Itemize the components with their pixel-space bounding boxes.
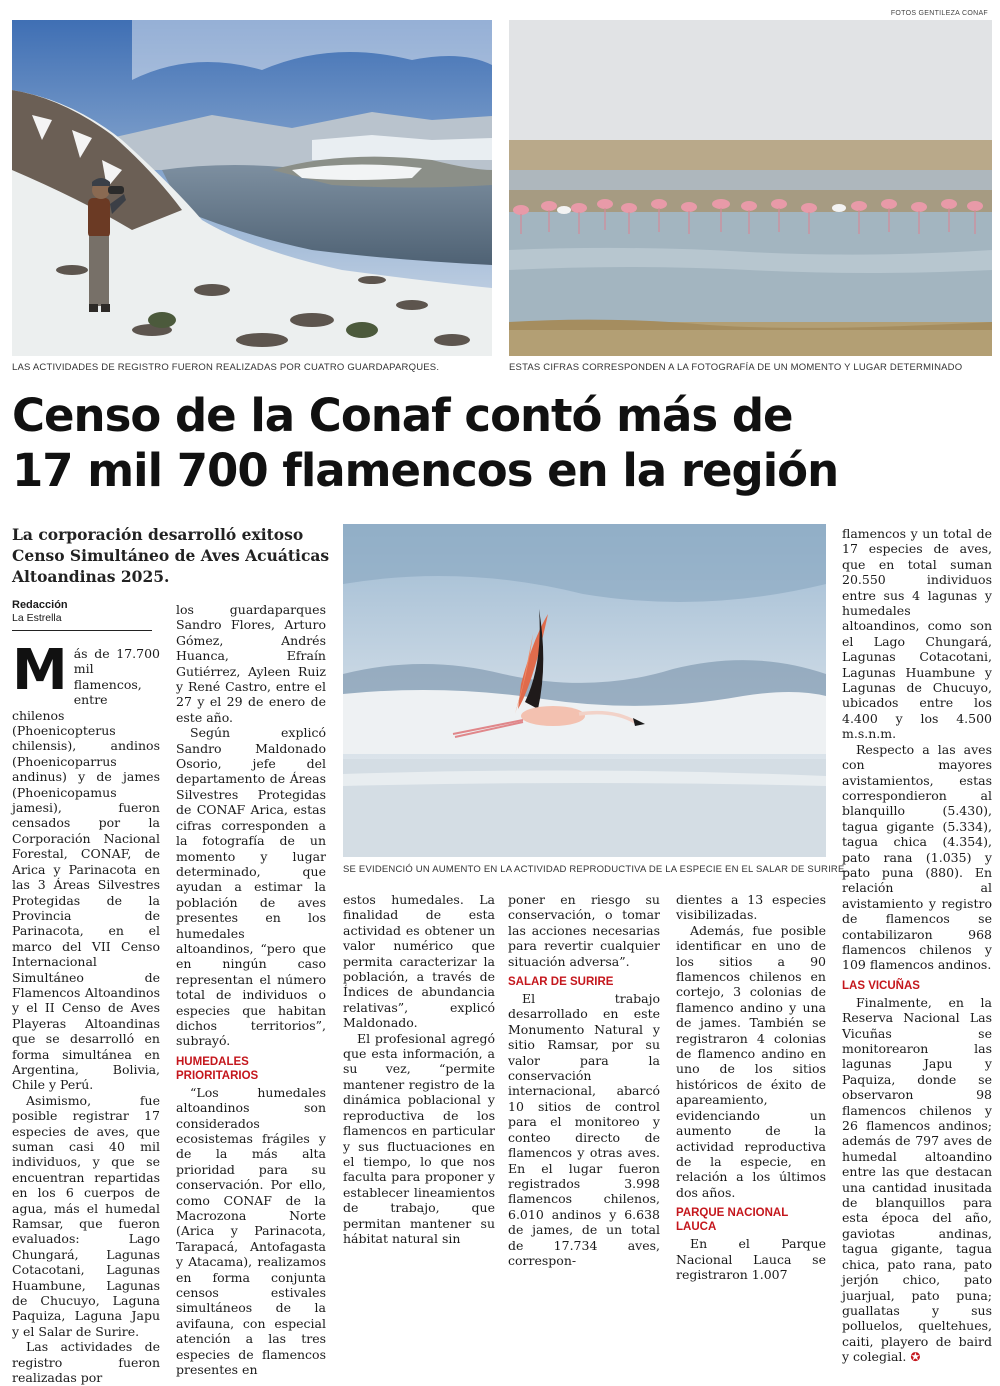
end-of-article-icon: ✪ <box>910 1350 921 1365</box>
article-column-1 <box>12 638 160 1386</box>
deck: La corporación desarrolló exitoso Censo Simultáneo de Aves Acuáticas Altoandinas 2025. <box>12 525 330 586</box>
paragraph: Asimismo, fue posible registrar 17 especies de aves, que suman casi 40 mil individuos, y que se encuentran repartidas en los 6 cuerpos de agua, más el humedal Ramsar, que fueron evaluados: Lago Chungará, Lagunas Cotacotani, Lagunas Huambune, Lagunas de Chucuyo, Laguna Paquiza, Laguna Japu y el Salar de Surire. <box>12 1092 160 1339</box>
photo1-caption: LAS ACTIVIDADES DE REGISTRO FUERON REALIZADAS POR CUATRO GUARDAPARQUES. <box>12 362 440 373</box>
subheading-parque-lauca: PARQUE NACIONAL LAUCA <box>676 1207 789 1234</box>
paragraph: Además, fue posible identificar en uno de los sitios a 90 flamencos chilenos en cortejo, 3 colonias de flamenco andino y una de james. También se registraron 4 colonias de flamenco andino en uno de los sitios históricos de éxito de apareamiento, evidenciando un aumento de la actividad reproductiva de la especie, en relación a los últimos dos años. <box>676 922 826 1200</box>
byline-divider <box>12 630 152 631</box>
article-column-4 <box>508 892 660 1268</box>
photo-credit: FOTOS GENTILEZA CONAF <box>890 10 988 17</box>
drop-cap: M <box>12 638 68 703</box>
paragraph: Según explicó Sandro Maldonado Osorio, jefe del departamento de Áreas Silvestres Protegidas de CONAF Arica, estas cifras corresponden a la fotografía de un momento y lugar determinado, que ayudan a estimar la población de aves presentes en los humedales altoandinos, “pero que en ningún caso representan el número total de individuos o especies que habitan dichos territorios”, subrayó. <box>176 725 326 1049</box>
subheading-las-vicunas: LAS VICUÑAS <box>842 979 920 992</box>
paragraph: El trabajo desarrollado en este Monumento Natural y sitio Ramsar, por su valor para la conservación internacional, abarcó 10 sitios de control para el monitoreo y conteo directo de flamencos y otras aves. En el lugar fueron registrados 3.998 flamencos chilenos, 6.010 andinos y 6.638 de james, de un total de 17.734 aves, correspon- <box>508 991 660 1268</box>
paragraph: poner en riesgo su conservación, o tomar las acciones necesarias para revertir cualquier situación adversa”. <box>508 892 660 969</box>
subheading-salar-surire: SALAR DE SURIRE <box>508 976 614 989</box>
paragraph: dientes a 13 especies visibilizadas. <box>676 892 826 923</box>
paragraph: Las actividades de registro fueron realizadas por <box>12 1339 160 1386</box>
paragraph: estos humedales. La finalidad de esta actividad es obtener un valor numérico que permita caracterizar la población, a través de Índices de abundancia relativas”, explicó Maldonado. <box>343 892 495 1031</box>
paragraph: En el Parque Nacional Lauca se registraron 1.007 <box>676 1236 826 1282</box>
photo-flamingo-flight <box>343 524 826 857</box>
article-column-2 <box>176 602 326 1378</box>
paragraph: Finalmente, en la Reserva Nacional Las Vicuñas se monitorearon las lagunas Japu y Paquiza, donde se observaron 98 flamencos chilenos y 26 flamencos andinos; además de 797 aves de humedal altoandino entre las que destacan una cantidad inusitada de blanquillos para esta época del año, gaviotas andinas, tagua gigante, tagua chica, pato rana, pato jerjón chico, pato juarjual, pato puna; guallatas y sus polluelos, queltehues, caiti, playero de baird y colegial. ✪ <box>842 994 992 1365</box>
byline-name: Redacción <box>12 599 68 611</box>
photo-ranger-snowy-hill <box>12 20 492 356</box>
article-column-5 <box>676 892 826 1282</box>
paragraph: El profesional agregó que esta información, a su vez, “permite mantener registro de la dinámica poblacional y reproductiva de los flamencos en particular y sus fluctuaciones en el tiempo, lo que nos faculta para proponer y establecer lineamientos de trabajo, que permitan mantener su hábitat natural sin <box>343 1030 495 1246</box>
lead-paragraph: Más de 17.700 mil flamencos, entre chilenos (Phoenicopterus chilensis), andinos (Phoenicoparrus andinus) y de james (Phoenicopamus jamesi), fueron censados por la Corporación Nacional Forestal, CONAF, de Arica y Parinacota en las 3 Áreas Silvestres Protegidas de la Provincia de Parinacota, en el marco del VII Censo Internacional Simultáneo de Flamencos Altoandinos y el II Censo de Aves Playeras Altoandinas que se desarrolló en forma simultánea en Argentina, Bolivia, Chile y Perú. <box>12 638 160 1093</box>
paragraph: “Los humedales altoandinos son considerados ecosistemas frágiles y de la más alta prioridad para su conservación. Por ello, como CONAF de la Macrozona Norte (Arica y Parinacota, Tarapacá, Antofagasta y Atacama), realizamos en forma conjunta censos estivales simultáneos de la avifauna, con especial atención a las tres especies de flamencos presentes en <box>176 1084 326 1378</box>
headline-line-2: 17 mil 700 flamencos en la región <box>12 444 839 497</box>
byline-org: La Estrella <box>12 612 62 624</box>
paragraph: Respecto a las aves con mayores avistamientos, estas correspondieron al blanquillo (5.430), tagua gigante (5.334), tagua chica (4.354), pato rana (1.035) y pato puna (880). En relación al avistamiento y registro de flamencos se contabilizaron 968 flamencos chilenos y 109 flamencos andinos. <box>842 741 992 973</box>
subheading-humedales: HUMEDALES PRIORITARIOS <box>176 1055 259 1082</box>
paragraph: los guardaparques Sandro Flores, Arturo Gómez, Andrés Huanca, Efraín Gutiérrez, Ayleen Ruiz y René Castro, entre el 27 y el 29 de enero de este año. <box>176 602 326 725</box>
article-column-3 <box>343 892 495 1246</box>
article-column-6 <box>842 526 992 1365</box>
photo-flamingos-lagoon <box>509 20 992 356</box>
headline <box>12 388 988 498</box>
headline-line-1: Censo de la Conaf contó más de <box>12 389 793 442</box>
photo3-caption: SE EVIDENCIÓ UN AUMENTO EN LA ACTIVIDAD REPRODUCTIVA DE LA ESPECIE EN EL SALAR DE SURIRE. <box>343 864 848 875</box>
paragraph: flamencos y un total de 17 especies de aves, que en total suman 20.550 individuos entre sus 4 lagunas y humedales altoandinos, como son el Lago Chungará, Lagunas Cotacotani, Lagunas Huambune y Lagunas de Chucuyo, ubicados entre los 4.400 y los 4.500 m.s.n.m. <box>842 526 992 742</box>
photo2-caption: ESTAS CIFRAS CORRESPONDEN A LA FOTOGRAFÍA DE UN MOMENTO Y LUGAR DETERMINADO <box>509 362 963 373</box>
